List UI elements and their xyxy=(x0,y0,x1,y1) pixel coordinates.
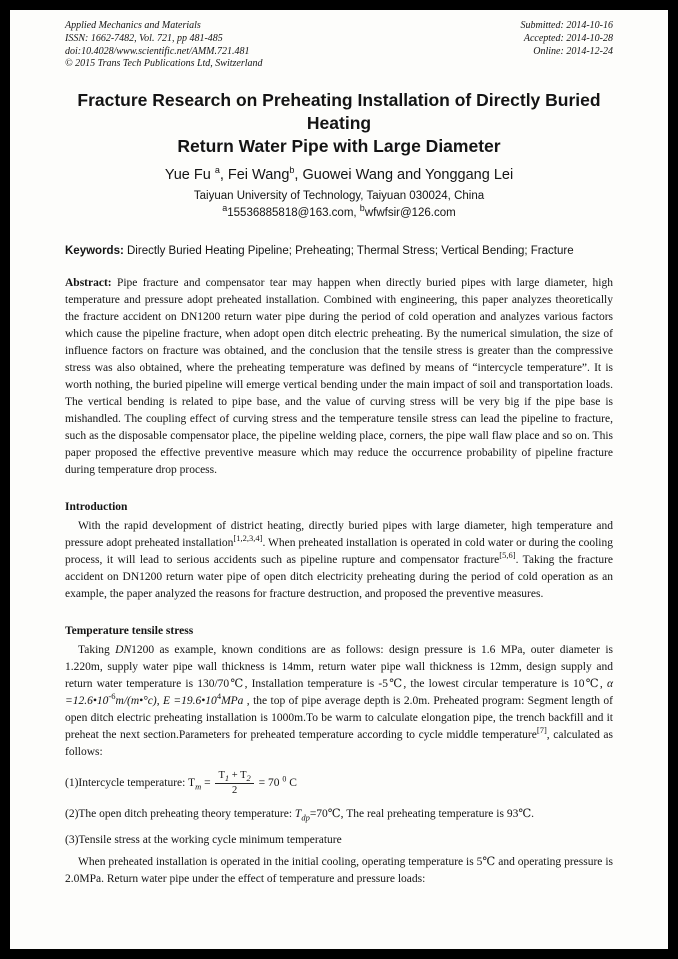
intro-text-2: . When preheated installation is operated in cold water or during the cooling process, it will lead to serious accidents such as pipeline rupture and compensator fracture xyxy=(65,536,613,566)
closing-paragraph: When preheated installation is operated in the initial cooling, operating temperature is 5℃ and operating pressure is 2.0MPa. Return water pipe under the effect of temperature and pressure loads: xyxy=(65,855,613,885)
intro-text-1: With the rapid development of district heating, directly buried pipes with large diameter, high temperature and pressure adopt preheated installation xyxy=(65,519,613,549)
author-2-affil-mark: b xyxy=(289,165,295,176)
eq1-num-sub1: 1 xyxy=(224,772,230,783)
affiliation-line: Taiyuan University of Technology, Taiyuan 030024, China xyxy=(193,190,485,203)
temp-text-4: , the top of pipe average depth is 2.0m. Preheated program: Segment length of open ditch electric preheating installation is 1000m.To be warm to calculate elongation pipe, the trench backfill and it preheat the next section.Parameters for preheated temperature according to cycle middle temperature xyxy=(65,694,614,741)
eq2-tail: , The real preheating temperature is 93℃. xyxy=(340,807,535,820)
eq1-variable: T xyxy=(188,776,196,789)
email-a: 15536885818@163.com, xyxy=(227,207,360,220)
journal-issn: ISSN: 1662-7482, Vol. 721, pp 481-485 xyxy=(65,32,223,44)
temperature-paragraph xyxy=(65,642,613,761)
journal-copyright: © 2015 Trans Tech Publications Ltd, Switzerland xyxy=(65,58,263,70)
abstract-block xyxy=(65,275,613,479)
equation-1-intercycle-temperature xyxy=(65,770,613,797)
citation-7: [7] xyxy=(536,724,547,735)
journal-info xyxy=(65,20,263,71)
submission-dates xyxy=(521,20,614,71)
email-b: wfwfsir@126.com xyxy=(364,207,456,220)
journal-doi: doi:10.4028/www.scientific.net/AMM.721.481 xyxy=(65,45,250,57)
alpha-expression: α =12.6•10 xyxy=(65,677,613,707)
introduction-paragraph xyxy=(65,518,613,603)
keywords-label: Keywords: xyxy=(65,245,127,258)
temp-text-1: Taking xyxy=(78,643,116,656)
keywords-text: Directly Buried Heating Pipeline; Preheating; Thermal Stress; Vertical Bending; Fracture xyxy=(127,245,574,258)
email-b-mark: b xyxy=(359,203,365,214)
temp-text-2: 1200 as example, known conditions are as follows: design pressure is 1.6 MPa, outer diameter is 1.220m, supply water pipe wall thickness is 14mm, return water pipe wall thickness is 12mm, design supply and return water temperature is 130/70℃, Installation temperature is -5℃, the lowest circular temperature is 10℃, xyxy=(65,643,613,690)
eq1-variable-subscript: m xyxy=(195,781,202,792)
modulus-exponent: 4 xyxy=(216,690,222,701)
author-2: , Fei Wang xyxy=(219,167,290,184)
dn-variable: DN xyxy=(115,643,132,656)
alpha-exponent: -6 xyxy=(108,690,116,701)
eq1-num-t1: T xyxy=(218,769,225,781)
modulus-units: MPa xyxy=(221,694,244,707)
alpha-units: m/(m•°c) xyxy=(115,694,157,707)
eq1-fraction-denominator: 2 xyxy=(231,784,238,796)
equation-2-preheating-temperature xyxy=(65,806,613,823)
keywords-block xyxy=(65,243,613,260)
eq1-unit: C xyxy=(286,776,297,789)
temp-text-3: , xyxy=(156,694,163,707)
email-a-mark: a xyxy=(222,203,228,214)
eq2-prefix: (2)The open ditch preheating theory temperature: xyxy=(65,807,295,820)
abstract-label: Abstract: xyxy=(65,276,117,289)
journal-name: Applied Mechanics and Materials xyxy=(65,20,201,31)
eq1-fraction-numerator xyxy=(215,770,253,784)
eq1-equals: = xyxy=(201,776,214,789)
online-date: Online: 2014-12-24 xyxy=(533,45,613,57)
item-3-tensile-stress: (3)Tensile stress at the working cycle minimum temperature xyxy=(65,833,342,846)
eq2-variable-subscript: dp xyxy=(301,811,310,822)
authors-rest: , Guowei Wang and Yonggang Lei xyxy=(294,167,514,184)
eq1-num-plus: + T xyxy=(229,769,247,781)
eq2-variable: T xyxy=(294,807,302,820)
author-1: Yue Fu xyxy=(164,167,215,184)
temperature-section-heading: Temperature tensile stress xyxy=(65,624,194,637)
paper-page xyxy=(10,10,668,949)
eq1-fraction xyxy=(213,770,255,797)
intro-text-3: . Taking the fracture accident on DN1200 return water pipe of open ditch electricity preheating during the period of cold operation as an example, the paper analyzed the reasons for fracture destruction, and proposed the preventive measures. xyxy=(65,553,614,600)
author-1-affil-mark: a xyxy=(214,165,220,176)
abstract-text: Pipe fracture and compensator tear may happen when directly buried pipes with large diameter, high temperature and pressure adopt preheated installation. Combined with engineering, this paper analyzes theoretically the fracture accident on DN1200 return water pipe during the period of cold operation and analyzes various factors which cause the pipeline fracture, when adopt open ditch electric preheating. By the numerical simulation, the size of influence factors on fracture was obtained, and the conclusion that the tensile stress is greater than the compressive stress was also obtained, where the preheating temperature was defined by means of “intercycle temperature”. It is worth nothing, the buried pipeline will emerge vertical bending under the main impact of soil and transportation loads. The vertical bending is related to pipe base, and the value of curving stress will be very big if the pipe base is mishandled. The coupling effect of curving stress and the temperature tensile stress can lead the pipeline to fracture, such as the disposable compensator place, the pipeline welding place, corners, the pipe wall flaw place and so on. This paper proposed the effective preventive measure which may reduce the occurrence probability of pipeline fracture during temperature drop process. xyxy=(65,276,613,476)
authors-line xyxy=(65,167,613,183)
introduction-heading: Introduction xyxy=(65,500,128,513)
accepted-date: Accepted: 2014-10-28 xyxy=(523,32,613,44)
eq1-num-sub2: 2 xyxy=(246,772,251,783)
article-title xyxy=(65,89,613,158)
citation-1234: [1,2,3,4] xyxy=(233,532,263,543)
eq1-prefix: (1)Intercycle temperature: xyxy=(65,776,189,789)
title-line-2: Return Water Pipe with Large Diameter xyxy=(177,136,501,157)
citation-56: [5,6] xyxy=(499,549,516,560)
journal-header xyxy=(65,20,613,71)
emails-line xyxy=(65,203,613,220)
temp-text-5: , calculated as follows: xyxy=(65,728,613,758)
modulus-expression: E =19.6•10 xyxy=(162,694,217,707)
eq1-degree-superscript: 0 xyxy=(282,774,287,783)
submitted-date: Submitted: 2014-10-16 xyxy=(520,20,613,31)
title-line-1: Fracture Research on Preheating Installation of Directly Buried Heating xyxy=(77,90,601,134)
eq2-value: =70℃ xyxy=(309,807,341,820)
eq1-result: = 70 xyxy=(255,776,283,789)
